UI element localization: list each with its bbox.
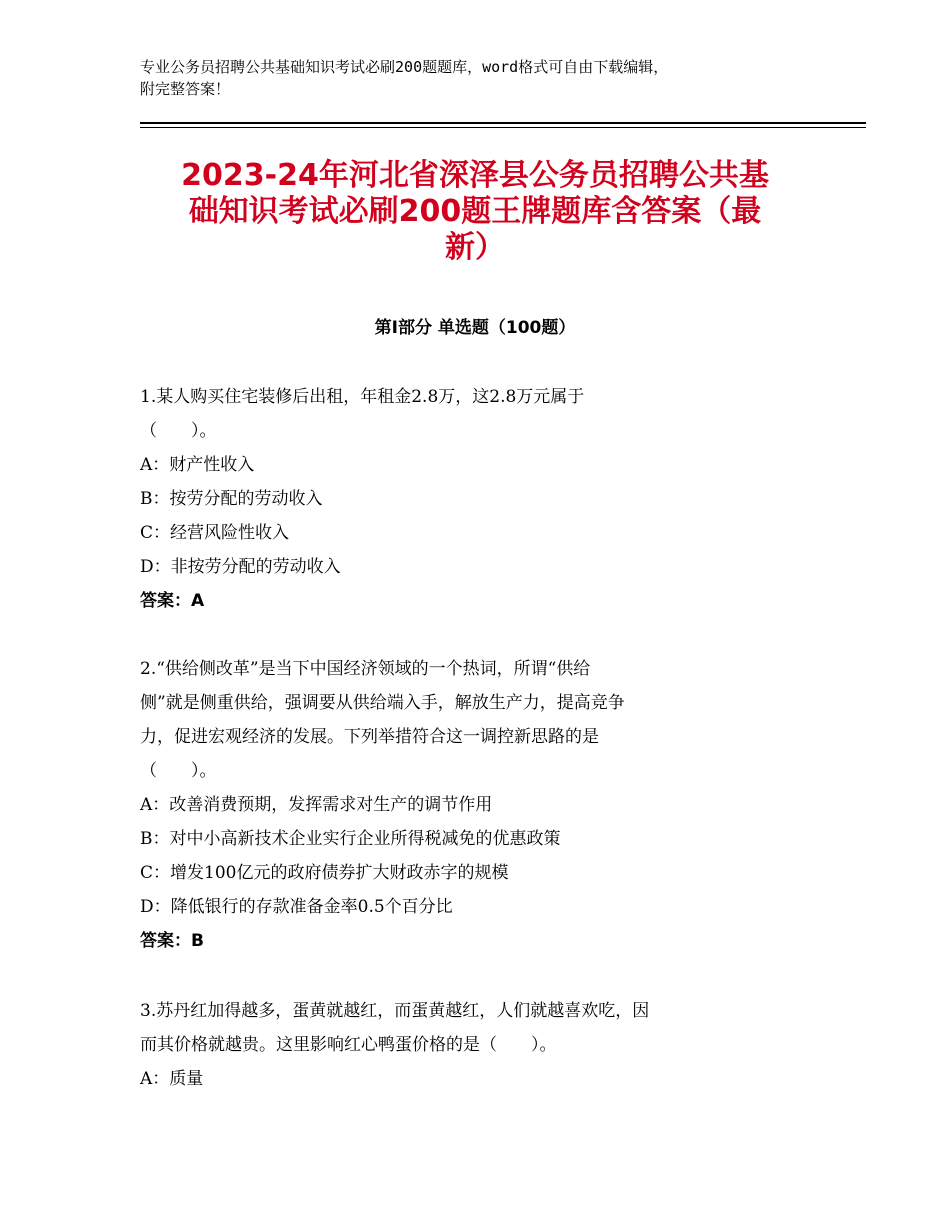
stem-line: （ ）。 (140, 761, 217, 781)
header-note-line: 专业公务员招聘公共基础知识考试必刷200题题库，word格式可自由下载编辑， (140, 58, 669, 76)
stem-line: 侧”就是侧重供给，强调要从供给端入手，解放生产力，提高竞争 (140, 693, 625, 713)
stem-line: 3.苏丹红加得越多，蛋黄就越红，而蛋黄越红，人们就越喜欢吃，因 (140, 1001, 650, 1021)
document-title (140, 158, 810, 266)
header-note (140, 56, 810, 100)
stem-line: 力，促进宏观经济的发展。下列举措符合这一调控新思路的是 (140, 727, 599, 747)
answer: 答案：A (140, 591, 205, 611)
option-b: B：按劳分配的劳动收入 (140, 489, 323, 509)
title-line: 础知识考试必刷200题王牌题库含答案（最 (188, 194, 762, 229)
title-line: 2023-24年河北省深泽县公务员招聘公共基 (181, 158, 769, 193)
question-stem (140, 380, 810, 448)
header-divider-thick (140, 122, 866, 124)
stem-line: 而其价格就越贵。这里影响红心鸭蛋价格的是（ ）。 (140, 1035, 557, 1055)
option-c: C：增发100亿元的政府债券扩大财政赤字的规模 (140, 863, 509, 883)
header-divider-thin (140, 127, 866, 128)
question-stem (140, 994, 810, 1062)
header-note-line: 附完整答案！ (140, 80, 231, 98)
answer: 答案：B (140, 931, 204, 951)
question-1 (140, 380, 810, 618)
stem-line: 2.“供给侧改革”是当下中国经济领域的一个热词，所谓“供给 (140, 659, 591, 679)
option-d: D：非按劳分配的劳动收入 (140, 557, 341, 577)
option-c: C：经营风险性收入 (140, 523, 290, 543)
option-a: A：财产性收入 (140, 455, 255, 475)
title-line: 新） (445, 230, 505, 265)
question-stem (140, 652, 810, 788)
section-heading: 第Ⅰ部分 单选题（100题） (374, 318, 576, 338)
stem-line: （ ）。 (140, 421, 217, 441)
question-2 (140, 652, 810, 958)
option-a: A：质量 (140, 1069, 204, 1089)
option-a: A：改善消费预期，发挥需求对生产的调节作用 (140, 795, 493, 815)
stem-line: 1.某人购买住宅装修后出租，年租金2.8万，这2.8万元属于 (140, 387, 585, 407)
option-b: B：对中小高新技术企业实行企业所得税减免的优惠政策 (140, 829, 561, 849)
question-3 (140, 994, 810, 1096)
option-d: D：降低银行的存款准备金率0.5个百分比 (140, 897, 453, 917)
